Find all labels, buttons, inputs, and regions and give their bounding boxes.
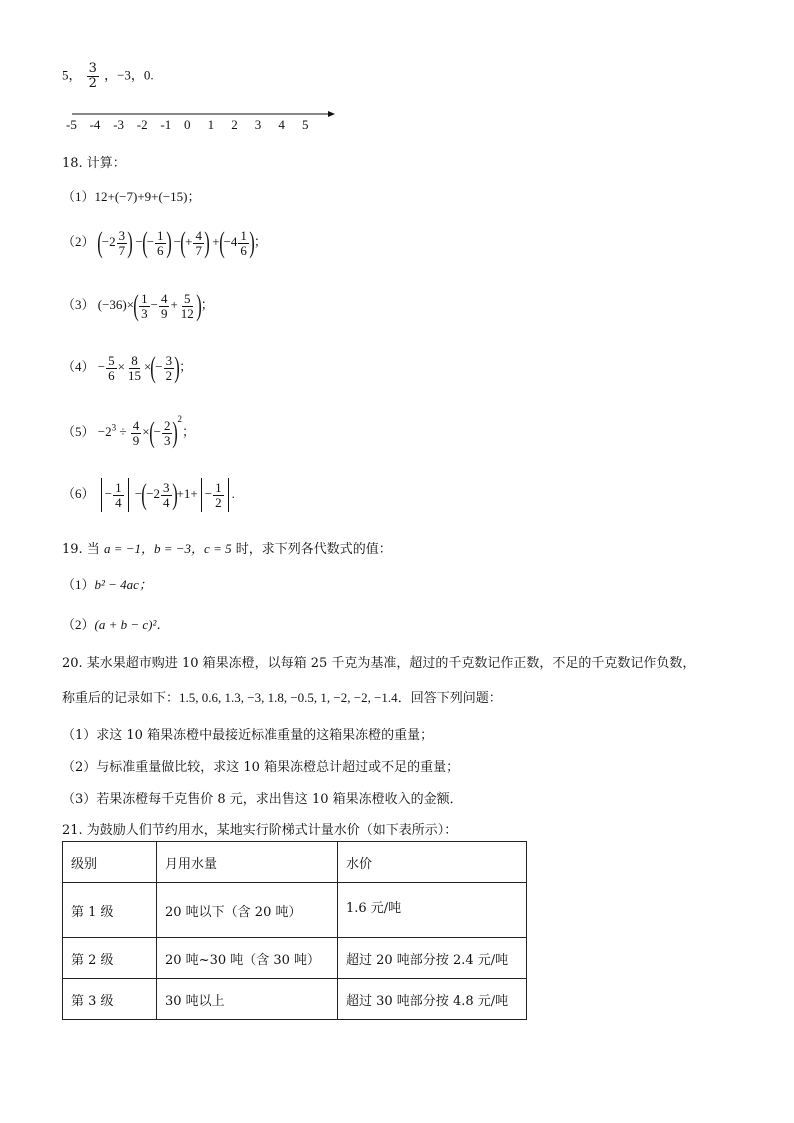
fraction-three-halves: $\frac{3}{2}$ xyxy=(88,61,97,91)
q20-sub2: （2）与标准重量做比较，求这 10 箱果冻橙总计超过或不足的重量； xyxy=(62,760,460,775)
q18-title: 18. 计算： xyxy=(62,156,126,171)
number-line-tick-label: 4 xyxy=(278,117,285,132)
number-list xyxy=(62,62,154,90)
list-rest: ，−3，0. xyxy=(104,67,154,83)
number-line-tick-label: 0 xyxy=(184,117,191,132)
list-five: 5， xyxy=(62,67,82,83)
table-row: 第 3 级 30 吨以上 超过 30 吨部分按 4.8 元/吨 xyxy=(63,979,527,1020)
number-line-tick-label: 1 xyxy=(207,117,215,132)
header-usage: 月用水量 xyxy=(157,842,338,883)
header-price: 水价 xyxy=(338,842,527,883)
q20-sub1: （1）求这 10 箱果冻橙中最接近标准重量的这箱果冻橙的重量； xyxy=(62,728,434,743)
number-line-tick-label: -4 xyxy=(89,117,101,132)
q19-title: 19. 当 a = −1，b = −3，c = 5 时，求下列各代数式的值： xyxy=(62,541,392,557)
q20-sub3: （3）若果冻橙每千克售价 8 元，求出售这 10 箱果冻橙收入的金额． xyxy=(62,792,463,807)
number-line-tick-label: 3 xyxy=(254,117,262,132)
q20-line1: 20. 某水果超市购进 10 箱果冻橙，以每箱 25 千克为基准，超过的千克数记作正数，不足的千克数记作负数， xyxy=(62,656,696,671)
q18-part6: （6） − $\frac{1}{4}$ −(−2 $\frac{3}{4}$ )+1+ − $\frac{1}{2}$ . xyxy=(62,478,235,511)
q21-title: 21. 为鼓励人们节约用水，某地实行阶梯式计量水价（如下表所示）： xyxy=(62,823,458,838)
header-level: 级别 xyxy=(63,842,157,883)
q18-part5: $(5) -2^3$ ÷ $\frac{4}{9}$ ×(− $\frac{2}{3}$ )$^2$； xyxy=(62,414,195,450)
q18-part4: （4） − $\frac{5}{6}$ × $\frac{8}{15}$ ×(− $\frac{3}{2}$ )； xyxy=(62,351,193,384)
q20-line2: 称重后的记录如下：1.5, 0.6, 1.3, −3, 1.8, −0.5, 1, −2, −2, −1.4．回答下列问题： xyxy=(62,690,502,706)
q18-part1: （1）12+(−7)+9+(−15)； xyxy=(62,189,201,204)
table-row: 第 2 级 20 吨~30 吨（含 30 吨） 超过 20 吨部分按 2.4 元/吨 xyxy=(63,938,527,979)
number-line-tick-label: -1 xyxy=(160,117,172,132)
q18-part3: （3） (−36)×( $\frac{1}{3}$ − $\frac{4}{9}$ + $\frac{5}{12}$ )； xyxy=(62,289,214,322)
q19-part1: （1）b² − 4ac； xyxy=(62,577,152,592)
q18-part2: （2） (−2 $\frac{3}{7}$ ) −(− $\frac{1}{6}$ ) −(+ $\frac{4}{7}$ ) +(−4 $\frac{1}{6}$ )； xyxy=(62,226,267,259)
table-row: 第 1 级 20 吨以下（含 20 吨） 1.6 元/吨 xyxy=(63,883,527,938)
water-price-table xyxy=(62,841,527,1020)
table-header-row xyxy=(63,842,527,883)
number-line-tick-label: 5 xyxy=(302,117,309,132)
number-line-tick-label: 2 xyxy=(231,117,238,132)
number-line-tick-label: -2 xyxy=(136,117,148,132)
number-line xyxy=(66,111,334,132)
number-line-tick-label: -5 xyxy=(66,117,77,132)
number-line-tick-label: -3 xyxy=(113,117,125,132)
q19-part2: （2）(a + b − c)²． xyxy=(62,617,170,632)
